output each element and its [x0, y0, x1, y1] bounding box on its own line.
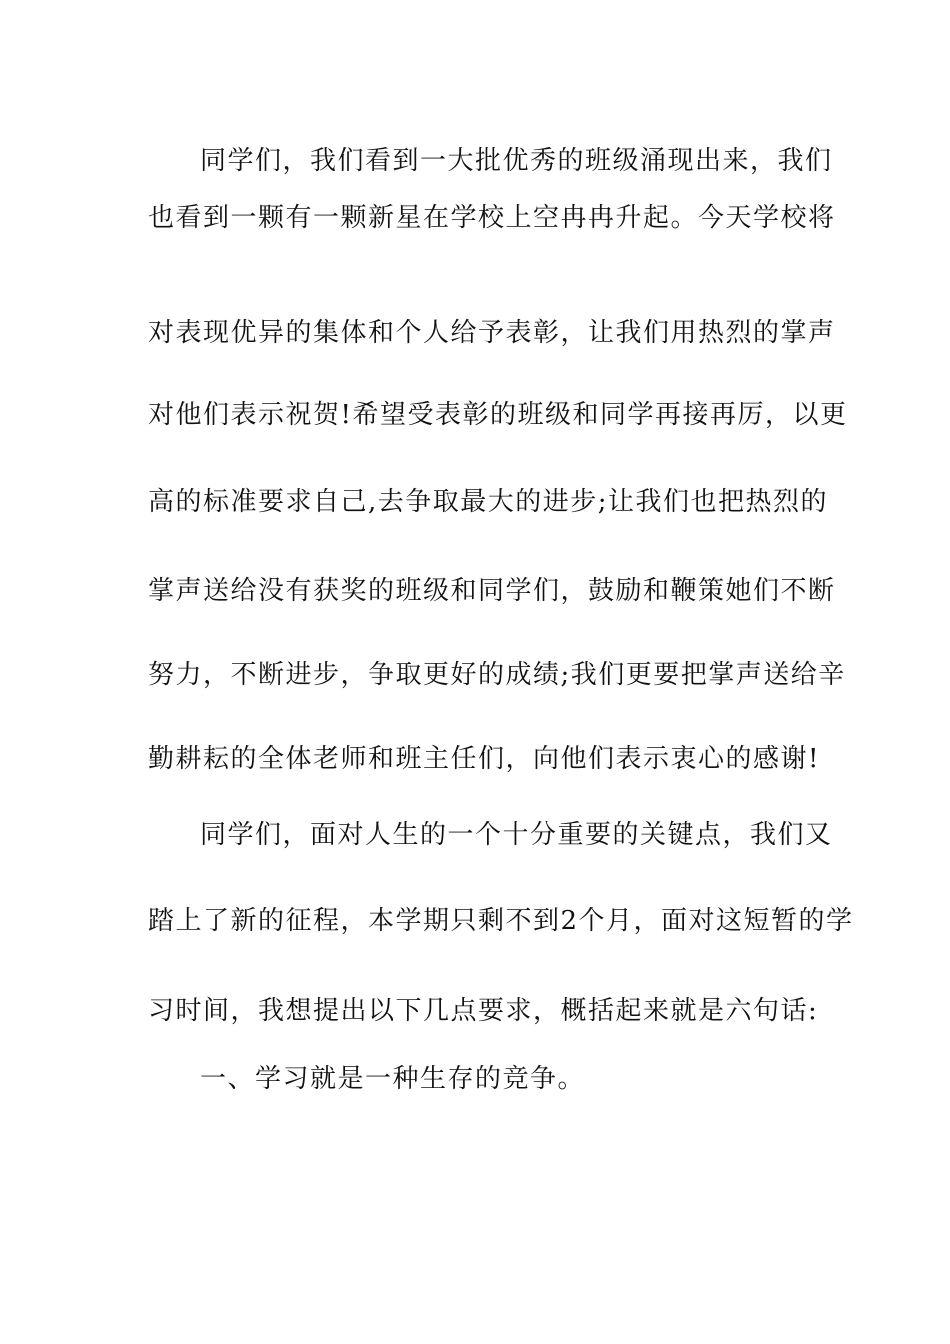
- paragraph-1-line-6: 掌声送给没有获奖的班级和同学们，鼓励和鞭策她们不断: [148, 576, 836, 606]
- paragraph-1-line-4: 对他们表示祝贺!希望受表彰的班级和同学再接再厉，以更: [148, 400, 848, 430]
- paragraph-1-line-2: 也看到一颗有一颗新星在学校上空冉冉升起。今天学校将: [148, 203, 836, 233]
- paragraph-1-line-5: 高的标准要求自己,去争取最大的进步;让我们也把热烈的: [148, 487, 829, 517]
- paragraph-1-line-8: 勤耕耘的全体老师和班主任们，向他们表示衷心的感谢!: [148, 744, 820, 774]
- paragraph-3-line-1: 一、学习就是一种生存的竞争。: [200, 1064, 586, 1094]
- paragraph-1-line-7: 努力，不断进步，争取更好的成绩;我们更要把掌声送给辛: [148, 660, 846, 690]
- paragraph-2-line-2: 踏上了新的征程，本学期只剩不到2个月，面对这短暂的学: [148, 906, 854, 936]
- paragraph-1-line-1: 同学们，我们看到一大批优秀的班级涌现出来，我们: [200, 146, 833, 176]
- paragraph-2-line-3: 习时间，我想提出以下几点要求，概括起来就是六句话:: [148, 996, 819, 1026]
- paragraph-2-line-1: 同学们，面对人生的一个十分重要的关键点，我们又: [200, 820, 833, 850]
- paragraph-1-line-3: 对表现优异的集体和个人给予表彰，让我们用热烈的掌声: [148, 318, 836, 348]
